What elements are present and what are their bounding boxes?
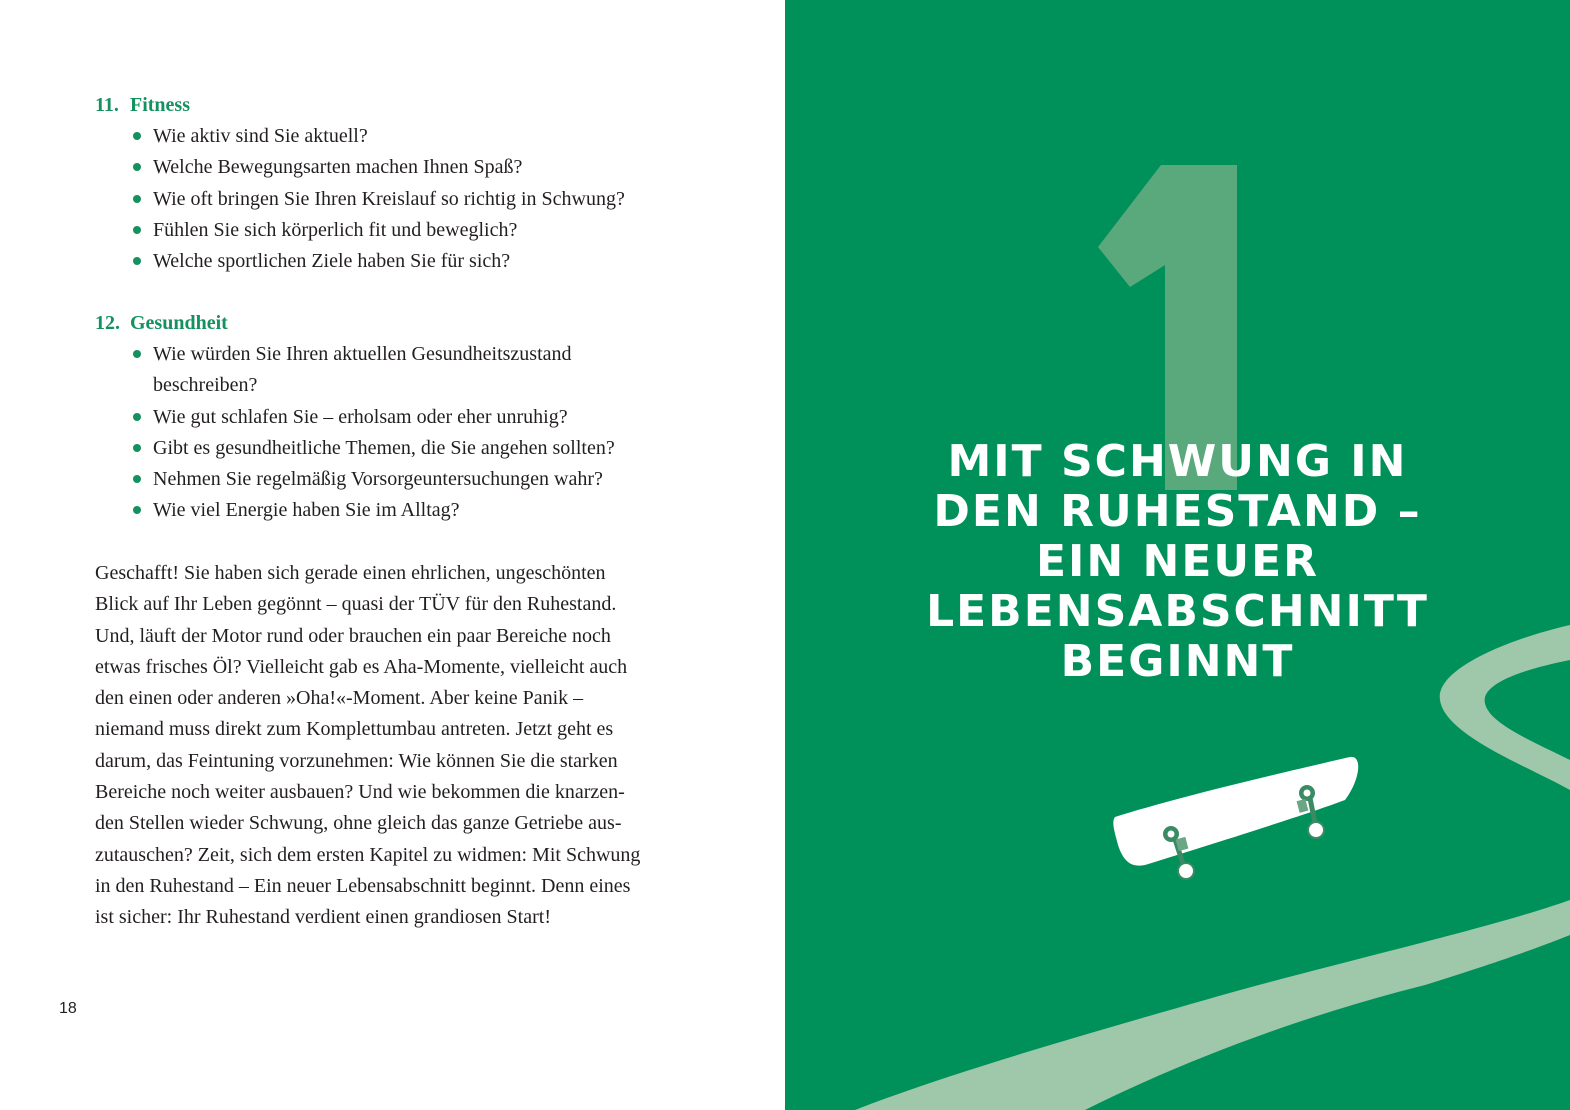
body-line: den Stellen wieder Schwung, ohne gleich das ganze Getriebe aus- [95,812,622,835]
section-number: 11. [95,94,119,116]
body-line: Und, läuft der Motor rund oder brauchen ein paar Bereiche noch [95,624,611,647]
body-line: zutauschen? Zeit, sich dem ersten Kapitel zu widmen: Mit Schwung [95,843,641,866]
body-line: ist sicher: Ihr Ruhestand verdient einen grandiosen Start! [95,906,551,929]
chapter-opener-page [785,0,1570,1110]
body-line: in den Ruhestand – Ein neuer Lebensabschnitt beginnt. Denn eines [95,874,631,897]
section-heading [95,308,715,339]
section-title: Gesundheit [130,312,228,334]
list-item: Wie würden Sie Ihren aktuellen Gesundheitszustand beschreiben? [133,339,613,402]
section-gesundheit [95,308,715,527]
chapter-title-line: DEN RUHESTAND – [933,486,1422,537]
road-icon [855,625,1570,1110]
body-line: darum, das Feintuning vorzunehmen: Wie können Sie die starken [95,749,618,772]
body-line: etwas frisches Öl? Vielleicht gab es Aha-Momente, vielleicht auch [95,655,628,678]
chapter-title-line: BEGINNT [1060,636,1295,687]
list-item: Gibt es gesundheitliche Themen, die Sie angehen sollten? [133,433,613,464]
list-item: Nehmen Sie regelmäßig Vorsorgeuntersuchungen wahr? [133,464,613,495]
body-paragraph [95,558,695,934]
body-line: den einen oder anderen »Oha!«-Moment. Aber keine Panik – [95,687,584,710]
section-fitness [95,90,715,277]
question-list [95,121,715,277]
body-line: Geschafft! Sie haben sich gerade einen ehrlichen, ungeschönten [95,562,606,584]
list-item: Wie viel Energie haben Sie im Alltag? [133,495,613,526]
question-list [95,339,613,527]
list-item: Wie gut schlafen Sie – erholsam oder eher unruhig? [133,402,613,433]
section-heading [95,90,715,121]
chapter-title [785,437,1570,687]
chapter-title-line: EIN NEUER [1035,536,1320,587]
body-line: niemand muss direkt zum Komplettumbau antreten. Jetzt geht es [95,718,614,741]
section-number: 12. [95,312,120,334]
chapter-title-line: LEBENSABSCHNITT [926,586,1429,637]
list-item: Wie oft bringen Sie Ihren Kreislauf so richtig in Schwung? [133,184,715,215]
skateboard-icon [1113,757,1358,879]
list-item: Wie aktiv sind Sie aktuell? [133,121,715,152]
body-line: Bereiche noch weiter ausbauen? Und wie bekommen die knarzen- [95,781,625,804]
body-line: Blick auf Ihr Leben gegönnt – quasi der TÜV für den Ruhestand. [95,593,617,616]
list-item: Welche sportlichen Ziele haben Sie für sich? [133,246,715,277]
list-item: Welche Bewegungsarten machen Ihnen Spaß? [133,152,715,183]
section-title: Fitness [130,94,190,116]
chapter-title-line: MIT SCHWUNG IN [947,436,1408,487]
page-number: 18 [59,1000,77,1017]
list-item: Fühlen Sie sich körperlich fit und beweglich? [133,215,715,246]
